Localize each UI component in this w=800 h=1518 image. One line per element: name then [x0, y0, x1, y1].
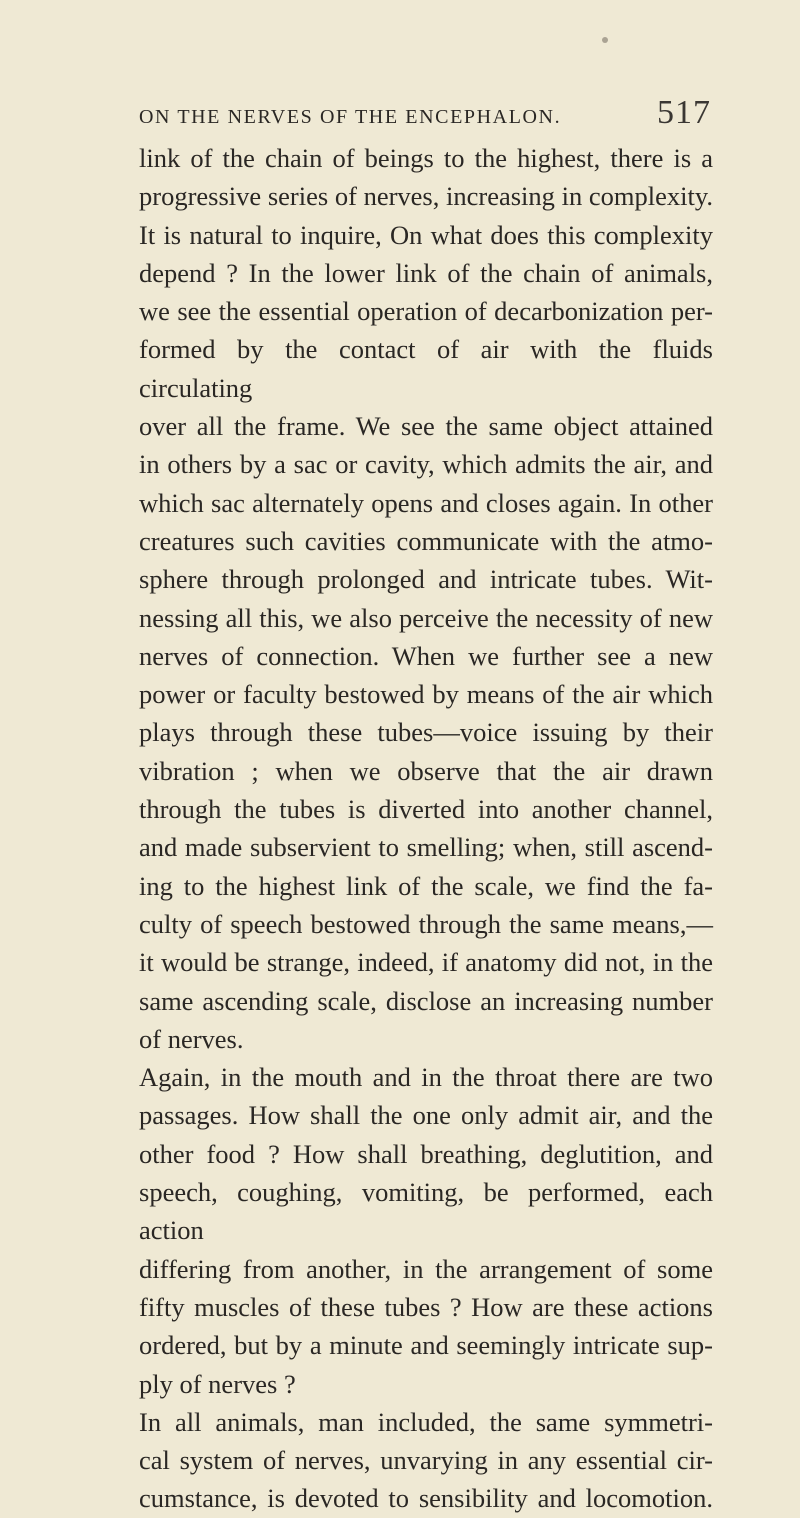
text-line: speech, coughing, vomiting, be performed, each action	[139, 1177, 713, 1246]
text-line: it would be strange, indeed, if anatomy did not, in the	[139, 947, 713, 978]
running-head: ON THE NERVES OF THE ENCEPHALON.	[139, 106, 562, 128]
text-line: which sac alternately opens and closes again. In other	[139, 487, 713, 518]
text-line: creatures such cavities communicate with the atmo-	[139, 525, 713, 556]
text-line: nessing all this, we also perceive the necessity of new	[139, 602, 713, 633]
text-line: ply of nerves ?	[139, 1368, 296, 1399]
text-line: cal system of nerves, unvarying in any essential cir-	[139, 1445, 713, 1476]
text-line: formed by the contact of air with the fluids circulating	[139, 334, 713, 403]
text-line: In all animals, man included, the same symmetri-	[139, 1406, 713, 1437]
text-line: ing to the highest link of the scale, we find the fa-	[139, 870, 713, 901]
text-line: other food ? How shall breathing, deglutition, and	[139, 1138, 713, 1169]
text-line: plays through these tubes—voice issuing by their	[139, 717, 713, 748]
text-line: and made subservient to smelling; when, still ascend-	[139, 832, 713, 863]
text-line: power or faculty bestowed by means of the air which	[139, 679, 713, 710]
text-line: vibration ; when we observe that the air drawn	[139, 755, 713, 786]
text-line: of nerves.	[139, 1023, 244, 1054]
text-line: ordered, but by a minute and seemingly intricate sup-	[139, 1330, 713, 1361]
text-line: over all the frame. We see the same object attained	[139, 411, 713, 442]
text-line: differing from another, in the arrangement of some	[139, 1253, 713, 1284]
text-line: through the tubes is diverted into another channel,	[139, 794, 713, 825]
text-line: depend ? In the lower link of the chain of animals,	[139, 257, 713, 288]
text-line: progressive series of nerves, increasing in complexity.	[139, 181, 713, 212]
text-line: link of the chain of beings to the highest, there is a	[139, 143, 713, 173]
ink-speck	[602, 37, 608, 43]
text-line: passages. How shall the one only admit air, and the	[139, 1100, 713, 1131]
text-line: nerves of connection. When we further see a new	[139, 640, 713, 671]
text-line: we see the essential operation of decarbonization per-	[139, 296, 713, 327]
text-line: culty of speech bestowed through the same means,—	[139, 908, 713, 939]
text-line: Again, in the mouth and in the throat there are two	[139, 1062, 713, 1093]
page-header	[139, 92, 711, 132]
text-line: cumstance, is devoted to sensibility and locomotion.	[139, 1483, 713, 1514]
text-line: sphere through prolonged and intricate tubes. Wit-	[139, 564, 713, 595]
text-line: in others by a sac or cavity, which admits the air, and	[139, 449, 713, 480]
text-line: fifty muscles of these tubes ? How are these actions	[139, 1291, 713, 1322]
text-line: It is natural to inquire, On what does this complexity	[139, 219, 713, 250]
text-line: same ascending scale, disclose an increasing number	[139, 985, 713, 1016]
page-number: 517	[657, 94, 711, 131]
body-text	[139, 139, 713, 1518]
